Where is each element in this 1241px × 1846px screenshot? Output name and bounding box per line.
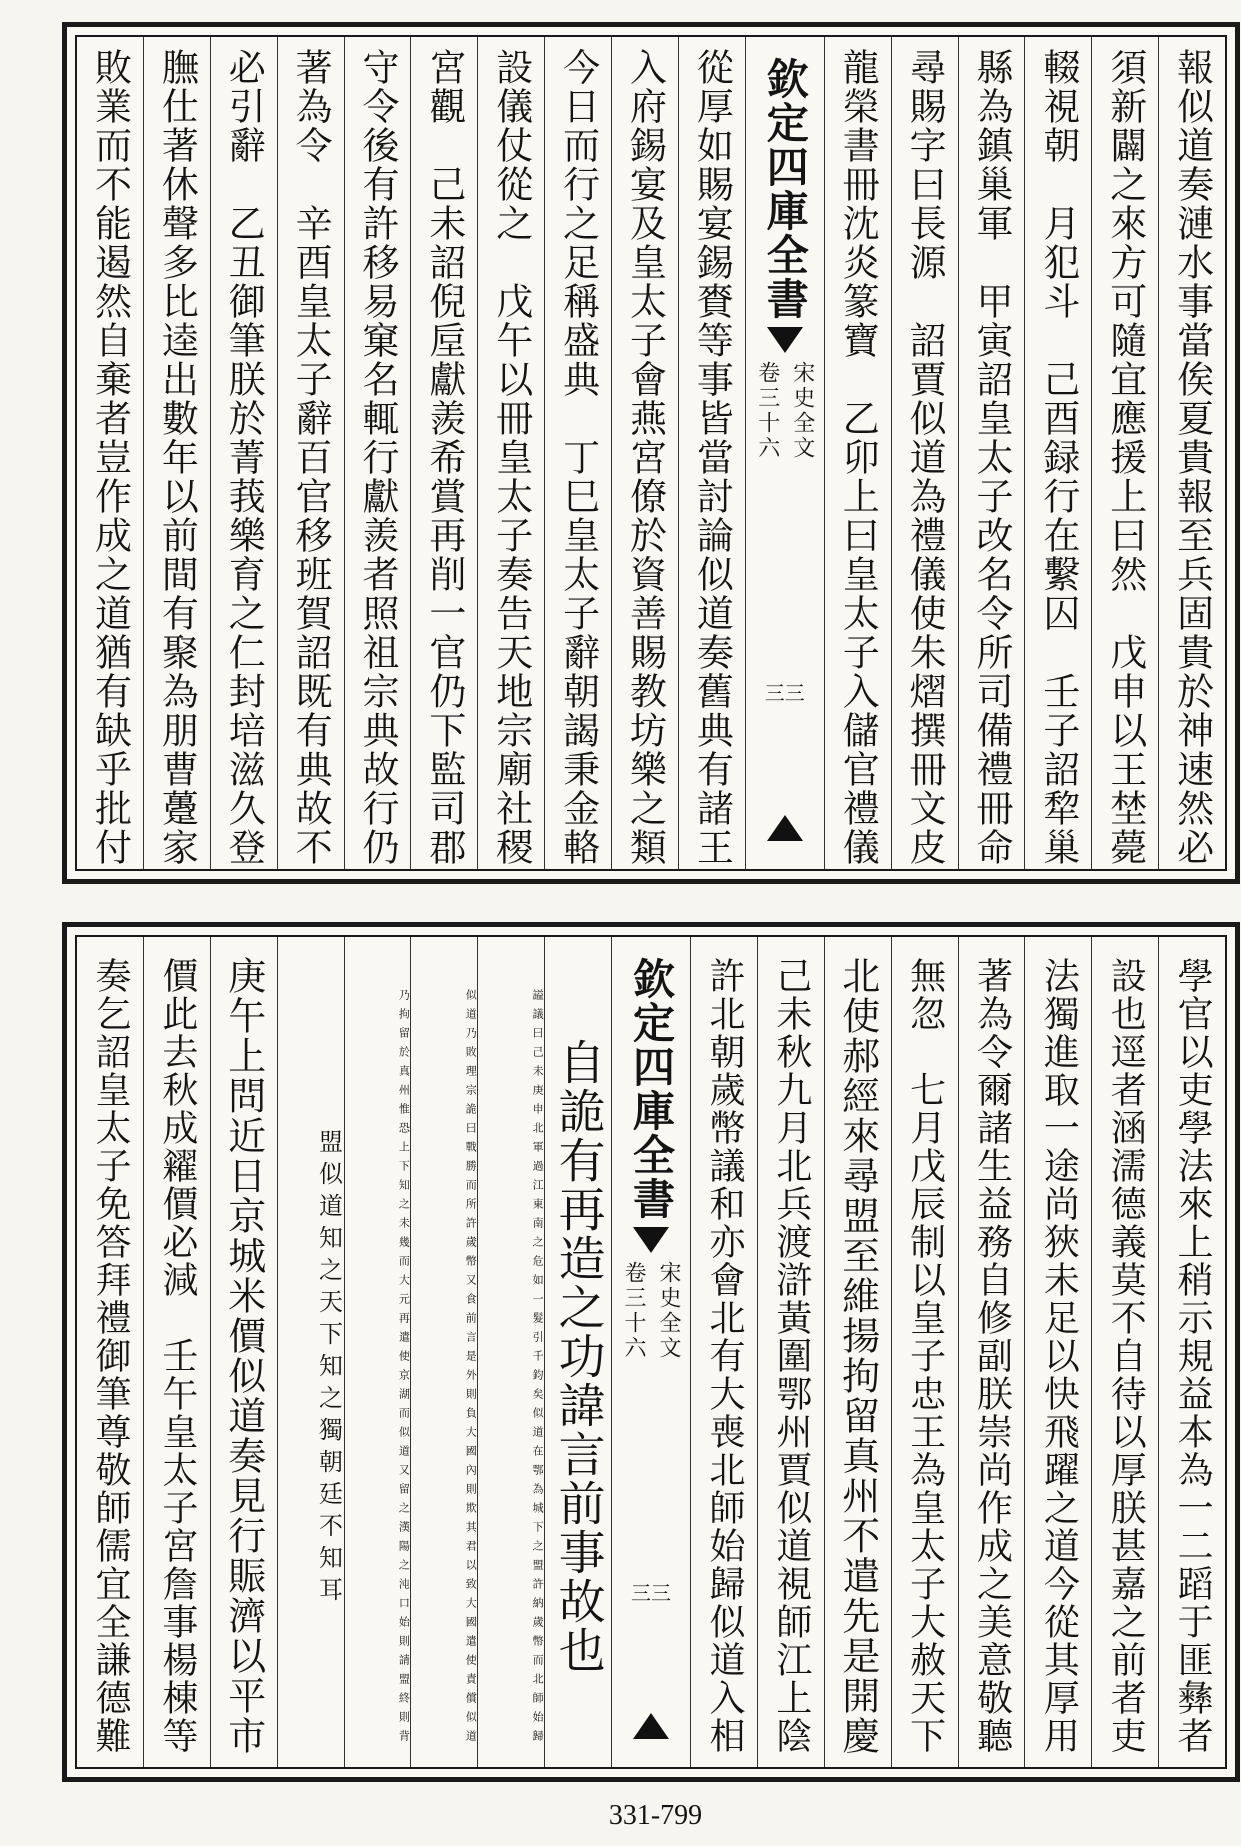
- text-column: 敗業而不能遏然自棄者豈作成之道猶有缺乎批付: [88, 47, 132, 867]
- volume-number: 卷三十六: [754, 361, 780, 461]
- text-column: 學官以吏學法來上稍示規益本為一二蹈于匪彝者: [1158, 937, 1225, 1767]
- fish-tail-mark-icon: [633, 1713, 669, 1739]
- text-column: 著為令 辛酉皇太子辭百官移班賀詔既有典故不: [277, 37, 344, 869]
- collection-title: 欽定四庫全書: [760, 57, 810, 321]
- volume-number: 卷三十六: [621, 1261, 646, 1361]
- top-page: [62, 22, 1240, 884]
- annotation-line: 盟似道知之天下知之獨朝廷不知耳: [314, 1129, 343, 1609]
- annotation-line: 謚議曰己未庚申北軍過江東南之危如一髮引千鈞矣似道在鄂為城下之盟許納歲幣而北師始歸: [531, 989, 545, 1749]
- text-column: 著為令爾諸生益務自修副朕崇尚作成之美意敬聽: [958, 937, 1025, 1767]
- text-column: 守令後有許移易窠名輒行獻羨者照祖宗典故行仍: [344, 37, 411, 869]
- center-fold: [745, 37, 824, 869]
- text-column: 尋賜字曰長源 詔賈似道為禮儀使朱熠撰冊文皮: [891, 37, 958, 869]
- text-column: 價此去秋成糴價必減 壬午皇太子宮詹事楊棟等: [143, 937, 210, 1767]
- text-column: 無忽 七月戊辰制以皇子忠王為皇太子大赦天下: [891, 937, 958, 1767]
- top-page-grid: [75, 35, 1227, 871]
- volume-label: [618, 1261, 684, 1361]
- annotation-column: [277, 937, 344, 1767]
- text-column: 許北朝歲幣議和亦會北有大喪北師始歸似道入相: [690, 937, 757, 1767]
- text-column: 輟視朝 月犯斗 己酉録行在繫囚 壬子詔犂巢: [1024, 37, 1091, 869]
- volume-label: [752, 361, 818, 461]
- annotation-column: [410, 937, 477, 1767]
- annotation-column: [477, 937, 544, 1767]
- text-column: 入府錫宴及皇太子會燕宮僚於資善賜教坊樂之類: [611, 37, 678, 869]
- text-column: 今日而行之足稱盛典 丁巳皇太子辭朝謁秉金輅: [544, 37, 611, 869]
- text-column: 法獨進取一途尚狹未足以快飛躍之道今從其厚用: [1024, 937, 1091, 1767]
- text-column: 必引辭 乙丑御筆朕於菁莪樂育之仁封培滋久登: [210, 37, 277, 869]
- text-column: 設儀仗從之 戊午以冊皇太子奏告天地宗廟社稷: [477, 37, 544, 869]
- text-column: 膴仕著休聲多比逵出數年以前間有聚為朋曹躉家: [143, 37, 210, 869]
- collection-title: 欽定四庫全書: [627, 957, 676, 1221]
- book-title: 宋史全文: [656, 1261, 681, 1361]
- fish-tail-mark-icon: [767, 815, 803, 841]
- text-column: 宮觀 己未詔倪垕獻羨希賞再削一官仍下監司郡: [410, 37, 477, 869]
- bottom-page-grid: [75, 935, 1227, 1769]
- fish-tail-mark-icon: [767, 327, 803, 353]
- text-column: 報似道奏漣水事當俟夏貴報至兵固貴於神速然必: [1158, 37, 1225, 869]
- text-column: 庚午上問近日京城米價似道奏見行賑濟以平市: [210, 937, 277, 1767]
- text-column: 須新闢之來方可隨宜應援上曰然 戊申以王埜薨: [1091, 37, 1158, 869]
- leaf-number: 三三: [764, 681, 805, 705]
- annotation-line: 乃拘留於真州惟恐上下知之未幾而大元再遣使京湖而似道又留之漢陽之沌口始則請盟終則背: [397, 989, 411, 1749]
- fish-tail-mark-icon: [633, 1227, 669, 1253]
- annotation-line: 似道乃敗理宗詭曰戰勝而所許歲幣又食前言是外則負大國內則欺其君以致大國遣使責償似道: [464, 989, 478, 1749]
- text-column: 龍榮書冊沈炎篆寶 乙卯上曰皇太子入儲官禮儀: [824, 37, 891, 869]
- text-column: 從厚如賜宴錫賚等事皆當討論似道奏舊典有諸王: [678, 37, 745, 869]
- center-fold: [611, 937, 690, 1767]
- text-column: 自詭有再造之功諱言前事故也: [544, 937, 611, 1767]
- text-column: 奏乞詔皇太子免答拜禮御筆尊敬師儒宜全謙德難: [89, 957, 131, 1755]
- leaf-number: 三三: [631, 1581, 671, 1605]
- page-identifier: 331-799: [608, 1800, 703, 1831]
- text-column: 己未秋九月北兵渡滸黃圍鄂州賈似道視師江上陰: [757, 937, 824, 1767]
- bottom-page: [62, 922, 1240, 1782]
- annotation-column: [344, 937, 411, 1767]
- text-column: 設也逕者涵濡德義莫不自待以厚朕甚嘉之前者吏: [1091, 937, 1158, 1767]
- text-column: 北使郝經來尋盟至維揚拘留真州不遣先是開慶: [824, 937, 891, 1767]
- book-title: 宋史全文: [789, 361, 815, 461]
- text-column: 縣為鎮巢軍 甲寅詔皇太子改名令所司備禮冊命: [958, 37, 1025, 869]
